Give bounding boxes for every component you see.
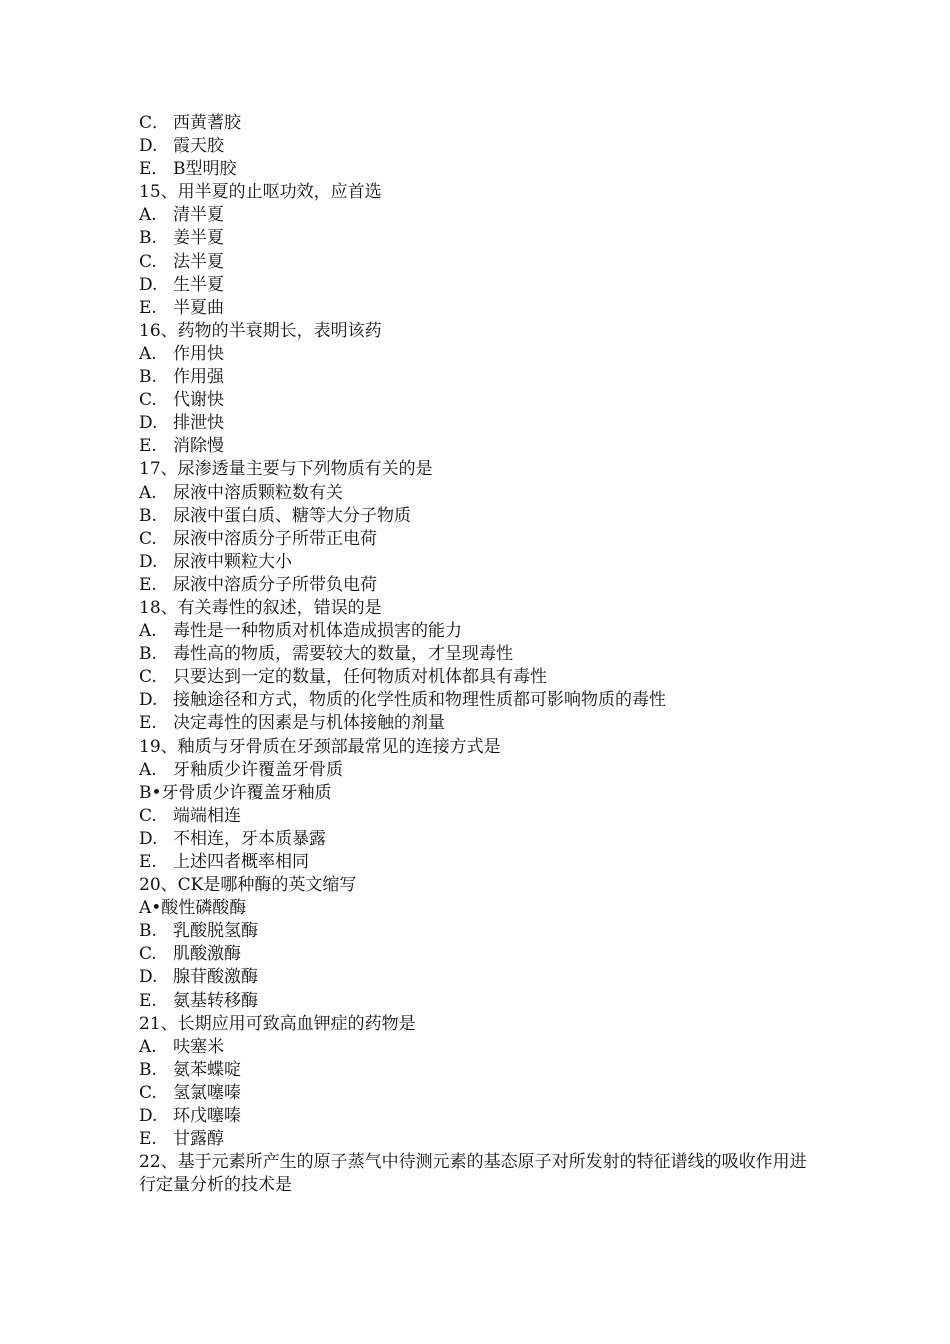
option-text: 毒性高的物质，需要较大的数量，才呈现毒性 [173, 644, 513, 665]
option-text: 接触途径和方式，物质的化学性质和物理性质都可影响物质的毒性 [173, 690, 666, 711]
option-text: 作用强 [173, 367, 224, 388]
question-text: 22、基于元素所产生的原子蒸气中待测元素的基态原子对所发射的特征谱线的吸收作用进行定量分析的技术是 [139, 1152, 807, 1196]
answer-option [139, 158, 819, 181]
answer-option [139, 966, 819, 989]
answer-option [139, 297, 819, 320]
option-letter: C. [139, 667, 157, 688]
option-text: 作用快 [173, 343, 224, 364]
option-letter: B. [139, 228, 157, 249]
answer-option [139, 343, 819, 366]
option-text: 腺苷酸激酶 [173, 967, 258, 988]
answer-option [139, 251, 819, 274]
answer-option [139, 112, 819, 135]
option-letter: A. [139, 621, 157, 642]
option-letter: B. [139, 644, 157, 665]
option-text: 呋塞米 [173, 1036, 224, 1057]
option-letter: C. [139, 1082, 157, 1103]
option-text: 毒性是一种物质对机体造成损害的能力 [173, 621, 462, 642]
option-letter: C. [139, 805, 157, 826]
answer-option [139, 389, 819, 412]
option-letter: D. [139, 828, 158, 849]
option-letter: C． [139, 113, 170, 133]
option-text: 姜半夏 [173, 228, 224, 249]
option-letter: D. [139, 1106, 158, 1127]
answer-option [139, 920, 819, 943]
option-letter: E. [139, 436, 157, 457]
option-text: 氨基转移酶 [173, 990, 258, 1011]
answer-option [139, 759, 819, 782]
answer-option [139, 1036, 819, 1059]
option-letter: B. [139, 505, 157, 526]
option-text: 消除慢 [173, 436, 224, 457]
option-letter: A. [139, 343, 157, 364]
option-text: 上述四者概率相同 [173, 852, 309, 872]
answer-option [139, 805, 819, 828]
option-text: 西黄蓍胶 [173, 113, 241, 133]
option-letter: D. [139, 967, 158, 988]
option-text: 法半夏 [173, 251, 224, 272]
option-text: 尿液中溶质分子所带正电荷 [173, 528, 377, 549]
option-text: 尿液中溶质分子所带负电荷 [173, 574, 377, 595]
option-letter: E. [139, 990, 157, 1011]
answer-option [139, 666, 819, 689]
answer-option [139, 1128, 819, 1151]
answer-option [139, 851, 819, 874]
option-text: 排泄快 [173, 413, 224, 434]
answer-option [139, 689, 819, 712]
option-text: 氢氯噻嗪 [173, 1082, 241, 1103]
option-letter: B. [139, 367, 157, 388]
answer-option [139, 135, 819, 158]
option-text: 决定毒性的因素是与机体接触的剂量 [173, 713, 445, 734]
option-letter: D. [139, 274, 158, 295]
question-text: 18、有关毒性的叙述，错误的是 [139, 597, 382, 618]
answer-option [139, 643, 819, 666]
question-text: 21、长期应用可致高血钾症的药物是 [139, 1013, 416, 1034]
answer-option [139, 712, 819, 735]
answer-option [139, 1105, 819, 1128]
option-text: 氨苯蝶啶 [173, 1059, 241, 1080]
answer-option: A•酸性磷酸酶 [139, 898, 247, 919]
answer-option [139, 412, 819, 435]
option-text: 甘露醇 [173, 1129, 224, 1150]
option-text: 尿液中颗粒大小 [173, 551, 292, 572]
option-text: 只要达到一定的数量，任何物质对机体都具有毒性 [173, 667, 547, 688]
option-text: 代谢快 [173, 390, 224, 411]
option-letter: B. [139, 921, 157, 942]
option-letter: C. [139, 528, 157, 549]
option-text: 半夏曲 [173, 297, 224, 318]
option-text: 不相连，牙本质暴露 [173, 828, 326, 849]
option-letter: A. [139, 482, 157, 503]
option-letter: A. [139, 205, 157, 226]
document-page [139, 112, 819, 1197]
question-text: 16、药物的半衰期长，表明该药 [139, 320, 382, 341]
option-text: 尿液中溶质颗粒数有关 [173, 482, 343, 503]
option-letter: E. [139, 852, 157, 872]
answer-option [139, 1082, 819, 1105]
option-letter: E. [139, 297, 157, 318]
answer-option [139, 551, 819, 574]
option-letter: A. [139, 1036, 157, 1057]
option-letter: C. [139, 390, 157, 411]
question-text: 19、釉质与牙骨质在牙颈部最常见的连接方式是 [139, 736, 501, 757]
option-letter: E. [139, 1129, 157, 1150]
answer-option [139, 204, 819, 227]
option-letter: D. [139, 690, 158, 711]
option-letter: D. [139, 413, 158, 434]
answer-option [139, 227, 819, 250]
answer-option [139, 620, 819, 643]
answer-option [139, 828, 819, 851]
option-letter: C. [139, 251, 157, 272]
option-text: 清半夏 [173, 205, 224, 226]
answer-option [139, 505, 819, 528]
question-text: 20、CK是哪种酶的英文缩写 [139, 875, 357, 896]
question-text: 15、用半夏的止呕功效，应首选 [139, 182, 382, 203]
answer-option [139, 528, 819, 551]
answer-option [139, 435, 819, 458]
answer-option [139, 366, 819, 389]
answer-option [139, 482, 819, 505]
option-letter: E． [139, 159, 169, 180]
option-text: 乳酸脱氢酶 [173, 921, 258, 942]
answer-option [139, 1059, 819, 1082]
option-letter: B. [139, 1059, 157, 1080]
option-letter: D. [139, 551, 158, 572]
answer-option [139, 274, 819, 297]
option-text: 生半夏 [173, 274, 224, 295]
option-letter: A. [139, 759, 157, 780]
option-letter: E. [139, 574, 157, 595]
option-text: 尿液中蛋白质、糖等大分子物质 [173, 505, 411, 526]
option-text: 端端相连 [173, 805, 241, 826]
option-letter: D. [139, 136, 158, 157]
answer-option [139, 943, 819, 966]
option-text: 环戊噻嗪 [173, 1106, 241, 1127]
option-text: B型明胶 [173, 159, 237, 180]
option-text: 肌酸激酶 [173, 944, 241, 965]
answer-option [139, 574, 819, 597]
option-letter: E. [139, 713, 157, 734]
question-text: 17、尿渗透量主要与下列物质有关的是 [139, 459, 433, 480]
answer-option: B•牙骨质少许覆盖牙釉质 [139, 782, 332, 803]
option-text: 霞天胶 [173, 136, 224, 157]
option-letter: C. [139, 944, 157, 965]
answer-option [139, 990, 819, 1013]
option-text: 牙釉质少许覆盖牙骨质 [173, 759, 343, 780]
